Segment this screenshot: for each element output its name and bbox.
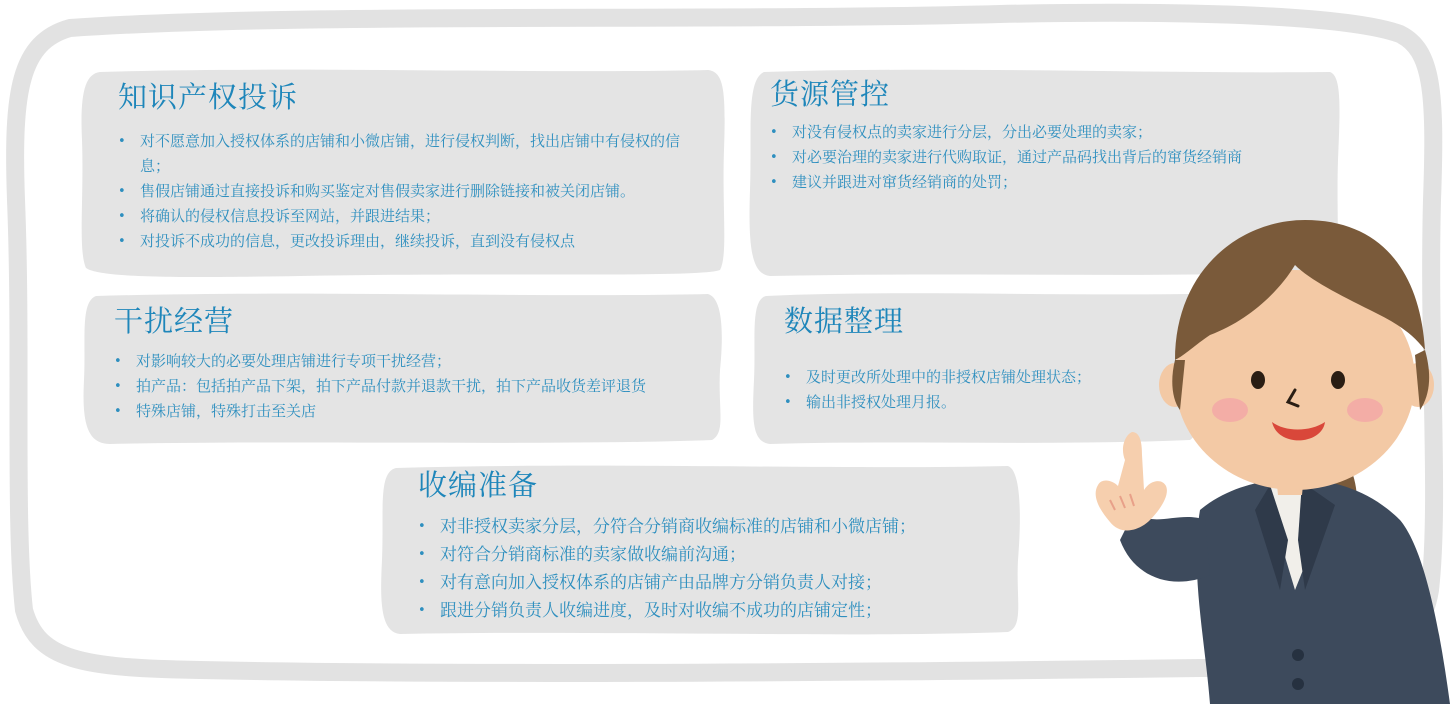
list-item: • 对必要治理的卖家进行代购取证，通过产品码找出背后的窜货经销商 [770,145,1330,170]
list-item: • 对有意向加入授权体系的店铺产由品牌方分销负责人对接； [418,569,1008,597]
panel-title: 货源管控 [770,77,891,111]
panel-title: 收编准备 [418,468,539,502]
panel-supply-control [770,77,1330,195]
list-item: • 对非授权卖家分层，分符合分销商收编标准的店铺和小微店铺； [418,513,1008,541]
list-item: • 对不愿意加入授权体系的店铺和小微店铺，进行侵权判断，找出店铺中有侵权的信息； [118,129,708,179]
list-item: • 输出非授权处理月报。 [784,390,1184,415]
list-item: • 对投诉不成功的信息，更改投诉理由，继续投诉，直到没有侵权点 [118,229,708,254]
panel-title: 干扰经营 [114,304,235,338]
panel-interference [114,304,714,424]
panel-ip-complaint [118,80,708,254]
list-item: • 建议并跟进对窜货经销商的处罚； [770,170,1330,195]
panel-title: 知识产权投诉 [118,80,299,114]
bullet-list [114,349,714,424]
list-item: • 对没有侵权点的卖家进行分层，分出必要处理的卖家； [770,120,1330,145]
list-item: • 售假店铺通过直接投诉和购买鉴定对售假卖家进行删除链接和被关闭店铺。 [118,179,708,204]
list-item: • 特殊店铺，特殊打击至关店 [114,399,714,424]
list-item: • 将确认的侵权信息投诉至网站，并跟进结果； [118,204,708,229]
bullet-list [118,129,708,254]
list-item: • 跟进分销负责人收编进度，及时对收编不成功的店铺定性； [418,597,1008,625]
businesswoman-illustration-icon [1080,210,1455,704]
list-item: • 及时更改所处理中的非授权店铺处理状态； [784,365,1184,390]
panel-absorb-prep [418,468,1008,625]
bullet-list [770,120,1330,195]
panel-title: 数据整理 [784,304,905,338]
list-item: • 对影响较大的必要处理店铺进行专项干扰经营； [114,349,714,374]
list-item: • 对符合分销商标准的卖家做收编前沟通； [418,541,1008,569]
bullet-list [418,513,1008,625]
list-item: • 拍产品：包括拍产品下架，拍下产品付款并退款干扰，拍下产品收货差评退货 [114,374,714,399]
